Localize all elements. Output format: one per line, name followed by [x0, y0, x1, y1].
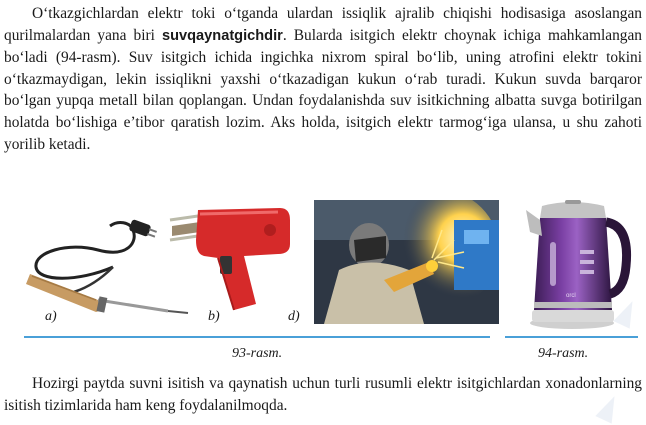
figure-94-rule: [505, 336, 638, 338]
welder-illustration: [314, 200, 499, 324]
paragraph-1-end: . Bularda isitgich elektr choynak ichiga mahkamlangan bo‘ladi (94-rasm). Suv isitgich ichida ingichka nixrom spiral bo‘lib, uning atrofini elektr tokini o‘tkazmaydigan, lekin issiqlikni yaxshi o‘tkazadigan kukun o‘rab turadi. Kukun suvda barqaror bo‘lgan yupqa metall bilan qoplangan. Undan foydalanishda suv isitkichning albatta suvga botirilgan holatda bo‘lishiga e’tibor qaratish lozim. Aks holda, isitgich elektr tarmog‘iga ulansa, u shu zahoti yorilib ketadi.: [4, 26, 642, 153]
soldering-gun-illustration: [160, 200, 300, 318]
figure-93-rule: [24, 336, 490, 338]
figure-soldering-gun: [160, 200, 300, 318]
kettle-illustration: [520, 196, 632, 331]
paragraph-1-bold-term: suvqaynatgichdir: [162, 27, 283, 44]
figure-93-caption: 93-rasm.: [232, 346, 283, 361]
kettle-brand-logo: orcl: [566, 293, 576, 299]
paragraph-2: Hozirgi paytda suvni isitish va qaynatish uchun turli rusumli elektr isitgichlardan xonadonlarning isitish tizimlarida ham keng foydalanilmoqda.: [4, 375, 642, 414]
figure-label-b: b): [208, 309, 220, 324]
figure-welder-photo: [314, 200, 499, 324]
figure-electric-kettle: [520, 196, 632, 331]
paragraph-1: [4, 3, 642, 155]
figure-label-a: a): [45, 309, 57, 324]
figure-label-d: d): [288, 309, 300, 324]
paragraph-1-start: O‘tkazgichlardan elektr toki o‘tganda ulardan issiqlik ajralib chiqishi hodisasiga asoslangan qurilmalardan yana biri: [4, 5, 642, 44]
figure-94-caption: 94-rasm.: [538, 346, 589, 361]
